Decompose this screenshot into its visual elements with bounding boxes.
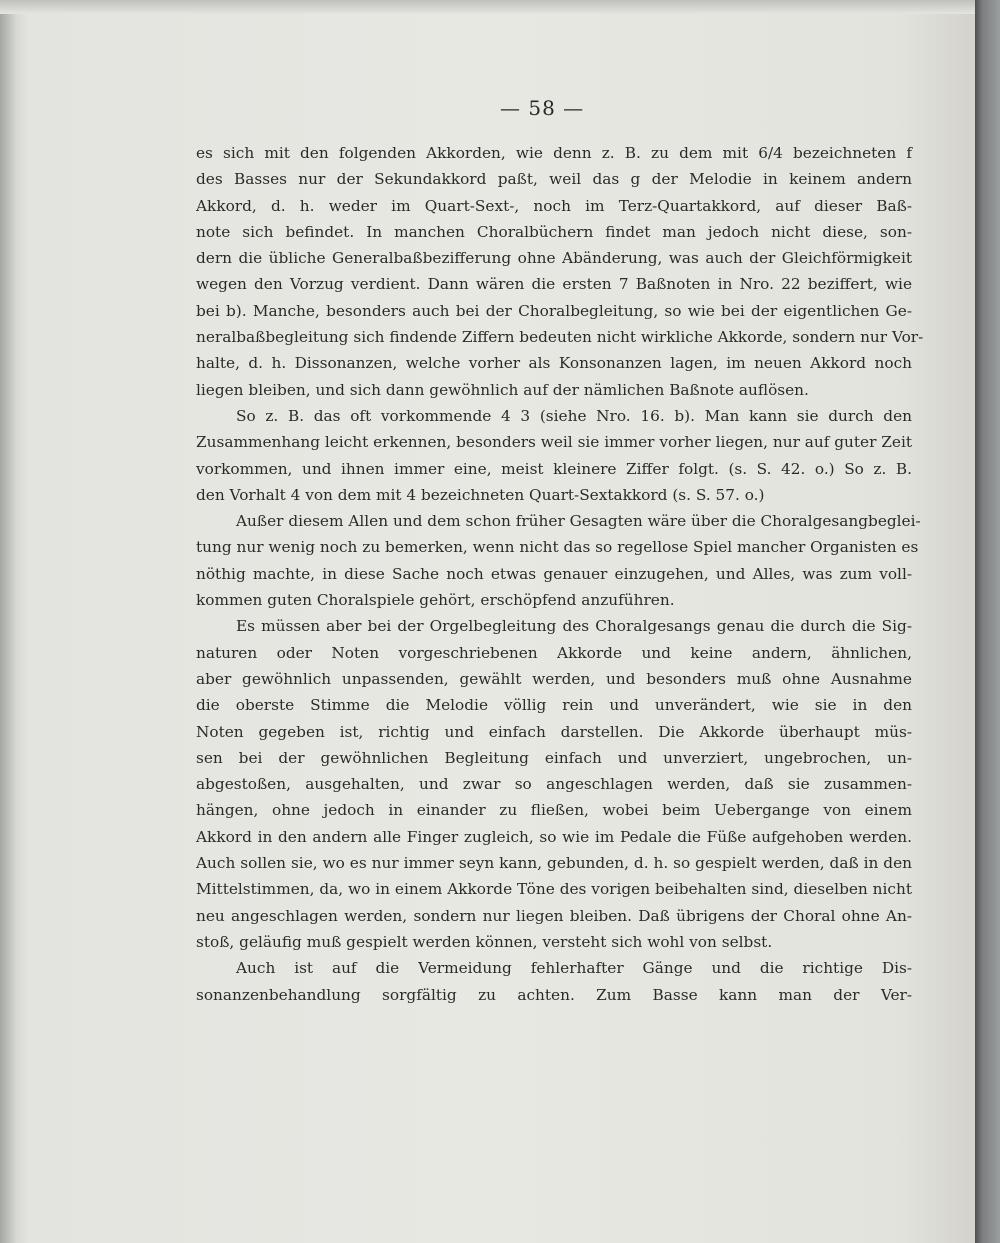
text-line: Akkord in den andern alle Finger zugleich, so wie im Pedale die Füße aufgehoben werden. xyxy=(196,827,912,846)
text-line: sonanzenbehandlung sorgfältig zu achten. Zum Basse kann man der Ver- xyxy=(196,985,912,1004)
text-line: wegen den Vorzug verdient. Dann wären die ersten 7 Baßnoten in Nro. 22 beziffert, wie xyxy=(196,275,912,294)
text-line: halte, d. h. Dissonanzen, welche vorher als Konsonanzen lagen, im neuen Akkord noch xyxy=(196,354,912,373)
text-line: Zusammenhang leicht erkennen, besonders weil sie immer vorher liegen, nur auf guter Zeit xyxy=(196,433,912,452)
text-line: vorkommen, und ihnen immer eine, meist kleinere Ziffer folgt. (s. S. 42. o.) So z. B. xyxy=(196,459,912,478)
text-line: hängen, ohne jedoch in einander zu fließen, wobei beim Uebergange von einem xyxy=(196,801,912,820)
text-line: tung nur wenig noch zu bemerken, wenn nicht das so regellose Spiel mancher Organisten es xyxy=(196,538,919,557)
text-line: neralbaßbegleitung sich findende Ziffern bedeuten nicht wirkliche Akkorde, sondern nur Vor- xyxy=(196,328,924,347)
text-line: liegen bleiben, und sich dann gewöhnlich auf der nämlichen Baßnote auflösen. xyxy=(196,380,809,399)
text-line: den Vorhalt 4 von dem mit 4 bezeichneten Quart-Sextakkord (s. S. 57. o.) xyxy=(196,485,765,504)
text-line: Außer diesem Allen und dem schon früher Gesagten wäre über die Choralgesangbeglei- xyxy=(236,512,921,531)
text-line: nöthig machte, in diese Sache noch etwas genauer einzugehen, und Alles, was zum voll- xyxy=(196,564,912,583)
text-line: neu angeschlagen werden, sondern nur liegen bleiben. Daß übrigens der Choral ohne An- xyxy=(196,906,912,925)
text-line: Mittelstimmen, da, wo in einem Akkorde Töne des vorigen beibehalten sind, dieselben nicht xyxy=(196,880,912,899)
text-line: es sich mit den folgenden Akkorden, wie denn z. B. zu dem mit 6/4 bezeichneten f xyxy=(196,144,912,162)
text-line: des Basses nur der Sekundakkord paßt, weil das g der Melodie in keinem andern xyxy=(196,170,912,189)
text-line: Akkord, d. h. weder im Quart-Sext-, noch im Terz-Quartakkord, auf dieser Baß- xyxy=(196,196,912,215)
text-line: die oberste Stimme die Melodie völlig rein und unverändert, wie sie in den xyxy=(196,696,912,715)
text-line: Noten gegeben ist, richtig und einfach darstellen. Die Akkorde überhaupt müs- xyxy=(196,722,912,741)
text-line: Auch sollen sie, wo es nur immer seyn kann, gebunden, d. h. so gespielt werden, daß in den xyxy=(196,854,912,873)
page-number: — 58 — xyxy=(500,96,585,120)
text-line: stoß, geläufig muß gespielt werden können, versteht sich wohl von selbst. xyxy=(196,932,773,951)
text-line: sen bei der gewöhnlichen Begleitung einfach und unverziert, ungebrochen, un- xyxy=(196,748,912,767)
text-line: abgestoßen, ausgehalten, und zwar so angeschlagen werden, daß sie zusammen- xyxy=(196,775,912,794)
text-line: Auch ist auf die Vermeidung fehlerhafter Gänge und die richtige Dis- xyxy=(236,959,912,978)
text-line: So z. B. das oft vorkommende 4 3 (siehe Nro. 16. b). Man kann sie durch den xyxy=(236,406,912,425)
body-text xyxy=(196,140,924,1008)
text-line: dern die übliche Generalbaßbezifferung ohne Abänderung, was auch der Gleichförmigkeit xyxy=(196,249,912,268)
text-line: kommen guten Choralspiele gehört, erschöpfend anzuführen. xyxy=(196,591,675,610)
text-line: note sich befindet. In manchen Choralbüchern findet man jedoch nicht diese, son- xyxy=(196,222,912,241)
book-edge xyxy=(975,0,1000,1243)
text-line: bei b). Manche, besonders auch bei der Choralbegleitung, so wie bei der eigentlichen Ge- xyxy=(196,301,912,320)
text-line: aber gewöhnlich unpassenden, gewählt werden, und besonders muß ohne Ausnahme xyxy=(196,669,912,688)
text-line: Es müssen aber bei der Orgelbegleitung des Choralgesangs genau die durch die Sig- xyxy=(236,617,912,636)
text-line: naturen oder Noten vorgeschriebenen Akkorde und keine andern, ähnlichen, xyxy=(196,643,912,662)
